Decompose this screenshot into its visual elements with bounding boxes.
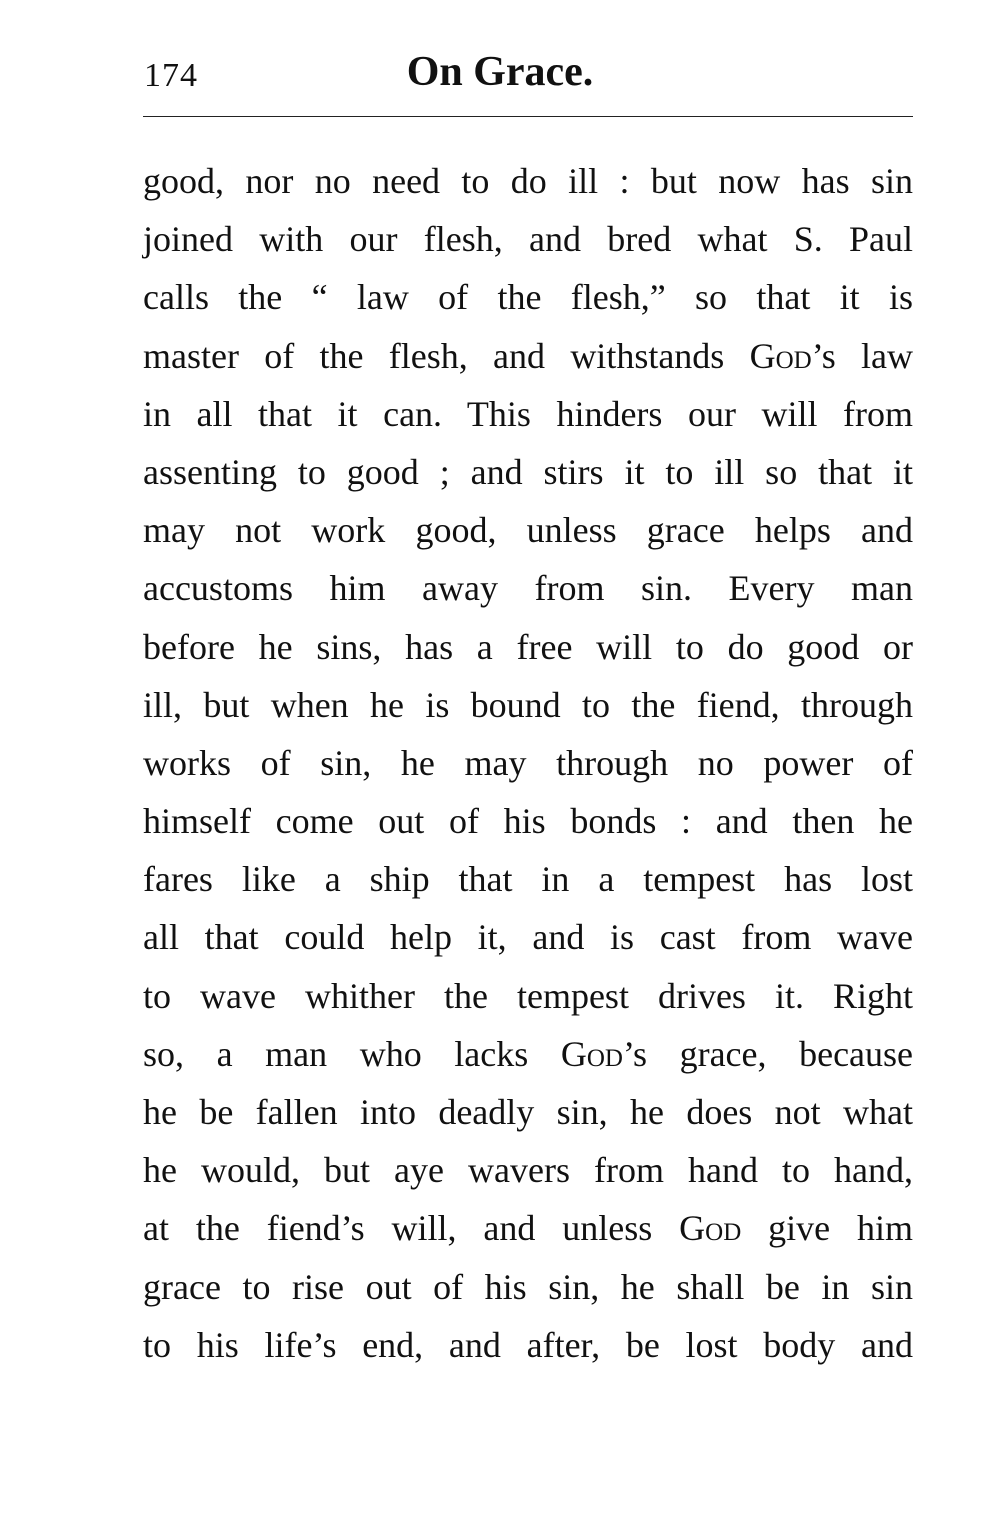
text-line: at the fiend’s will, and unless God give him [143, 1208, 913, 1249]
text-line: calls the “ law of the flesh,” so that it is [143, 277, 913, 318]
text-line: to his life’s end, and after, be lost body and [143, 1324, 913, 1365]
page-number: 174 [144, 57, 198, 94]
text-line: in all that it can. This hinders our will from [143, 393, 913, 434]
text-line: all that could help it, and is cast from wave [143, 917, 913, 958]
text-line: works of sin, he may through no power of [143, 742, 913, 783]
text-line: before he sins, has a free will to do good or [143, 626, 913, 667]
text-line: good, nor no need to do ill : but now has sin [143, 161, 913, 201]
text-line: may not work good, unless grace helps and [143, 510, 913, 551]
body-text [143, 152, 913, 1374]
text-line: he would, but aye wavers from hand to hand, [143, 1150, 913, 1191]
text-line: fares like a ship that in a tempest has lost [143, 859, 913, 900]
text-line: grace to rise out of his sin, he shall be in sin [143, 1266, 913, 1307]
text-line: ill, but when he is bound to the fiend, through [143, 684, 913, 725]
text-line: assenting to good ; and stirs it to ill so that it [143, 451, 913, 492]
text-line: master of the flesh, and withstands God’s law [143, 335, 913, 376]
text-line: so, a man who lacks God’s grace, because [143, 1033, 914, 1074]
text-line: he be fallen into deadly sin, he does not what [143, 1092, 913, 1132]
running-title: On Grace. [406, 49, 594, 95]
text-line: to wave whither the tempest drives it. Right [143, 975, 913, 1016]
text-line: himself come out of his bonds : and then he [143, 801, 913, 842]
header-rule [143, 116, 913, 117]
text-line: accustoms him away from sin. Every man [143, 568, 913, 609]
text-line: joined with our flesh, and bred what S. Paul [143, 219, 913, 260]
